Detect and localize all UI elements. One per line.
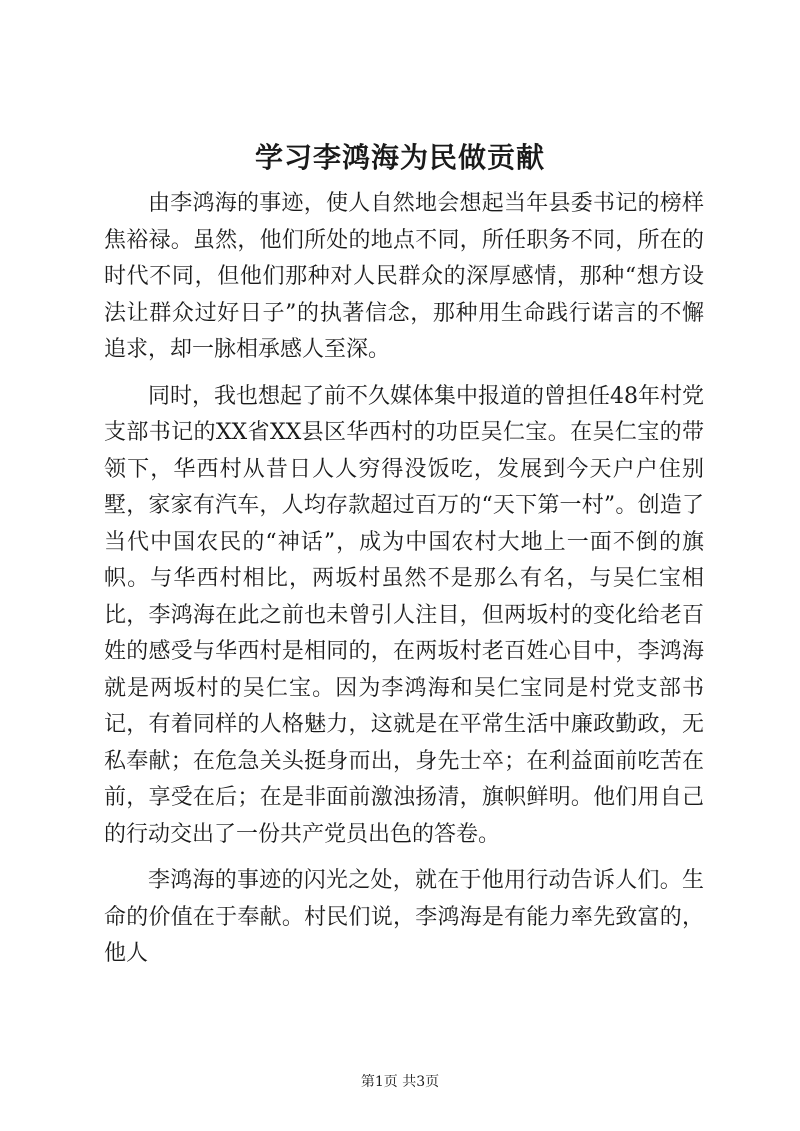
document-body xyxy=(104,186,704,983)
page-footer: 第1页 共3页 xyxy=(360,1074,440,1090)
paragraph-1: 由李鸿海的事迹，使人自然地会想起当年县委书记的榜样焦裕禄。虽然，他们所处的地点不同，所任职务不同，所在的时代不同，但他们那种对人民群众的深厚感情，那种“想方设法让群众过好日子”的执著信念，那种用生命践行诺言的不懈追求，却一脉相承感人至深。 xyxy=(104,191,704,362)
paragraph-3: 李鸿海的事迹的闪光之处，就在于他用行动告诉人们。生命的价值在于奉献。村民们说，李鸿海是有能力率先致富的，他人 xyxy=(104,868,704,966)
paragraph-2: 同时，我也想起了前不久媒体集中报道的曾担任48年村党支部书记的XX省XX县区华西村的功臣吴仁宝。在吴仁宝的带领下，华西村从昔日人人穷得没饭吃，发展到今天户户住别墅，家家有汽车，人均存款超过百万的“天下第一村”。创造了当代中国农民的“神话”，成为中国农村大地上一面不倒的旗帜。与华西村相比，两坂村虽然不是那么有名，与吴仁宝相比，李鸿海在此之前也未曾引人注目，但两坂村的变化给老百姓的感受与华西村是相同的，在两坂村老百姓心目中，李鸿海就是两坂村的吴仁宝。因为李鸿海和吴仁宝同是村党支部书记，有着同样的人格魅力，这就是在平常生活中廉政勤政，无私奉献；在危急关头挺身而出，身先士卒；在利益面前吃苦在前，享受在后；在是非面前激浊扬清，旗帜鲜明。他们用自己的行动交出了一份共产党员出色的答卷。 xyxy=(104,383,704,847)
document-title: 学习李鸿海为民做贡献 xyxy=(254,141,545,174)
